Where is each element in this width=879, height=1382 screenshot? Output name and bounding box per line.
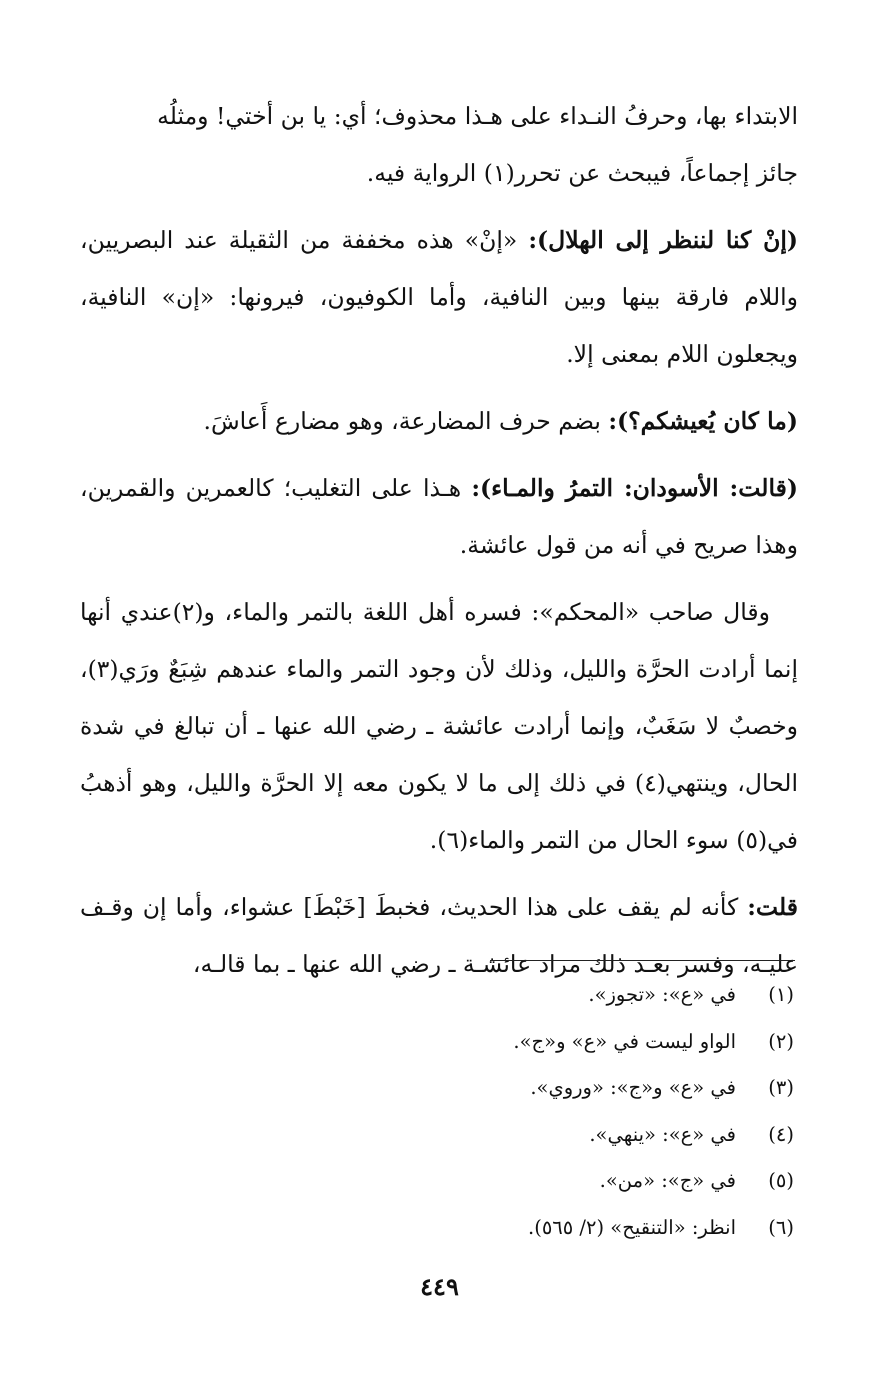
footnote-number: (٥) <box>768 1169 794 1192</box>
footnote-text: في «ع»: «تجوز». <box>588 983 736 1006</box>
page-number: ٤٤٩ <box>420 1272 459 1301</box>
footnote-text: في «ع» و«ج»: «وروي». <box>530 1076 736 1099</box>
paragraph-3-heading: (ما كان يُعيشكم؟): <box>608 407 798 435</box>
footnote-item <box>80 1158 794 1205</box>
footnote-number: (٦) <box>768 1215 794 1239</box>
footnote-item <box>80 972 794 1019</box>
footnote-item <box>80 1065 794 1112</box>
paragraph-2-heading: (إنْ كنا لننظر إلى الهلال): <box>528 226 798 254</box>
footnote-text: في «ج»: «من». <box>599 1169 736 1192</box>
footnotes <box>80 972 794 1251</box>
footnote-separator <box>490 960 795 961</box>
paragraph-4 <box>80 460 798 574</box>
paragraph-4-heading: (قالت: الأسودان: التمرُ والمـاء): <box>471 474 798 502</box>
footnote-item <box>80 1019 794 1066</box>
footnote-text: انظر: «التنقيح» (٢/ ٥٦٥). <box>528 1215 736 1239</box>
footnote-text: في «ع»: «ينهي». <box>589 1122 736 1146</box>
paragraph-2-text: «إنْ» هذه مخففة من الثقيلة عند البصريين، واللام فارقة بينها وبين النافية، وأما الكوفيون، فيرونها: «إن» النافية، ويجعلون اللام بمعنى إلا. <box>80 226 798 368</box>
footnote-number: (٣) <box>768 1076 794 1099</box>
footnote-item <box>80 1205 794 1252</box>
paragraph-3 <box>80 393 798 450</box>
footnote-text: الواو ليست في «ع» و«ج». <box>513 1029 736 1053</box>
footnote-number: (١) <box>768 983 794 1006</box>
paragraph-5-text: وقال صاحب «المحكم»: فسره أهل اللغة بالتمر والماء، و(٢)عندي أنها إنما أرادت الحرَّة والليل، وذلك لأن وجود التمر والماء عندهم شِبَعٌ ورَي(٣)، وخصبٌ لا سَغَبٌ، وإنما أرادت عائشة ـ رضي الله عنها ـ أن تبالغ في شدة الحال، وينتهي(٤) في ذلك إلى ما لا يكون معه إلا الحرَّة والليل، وهو أذهبُ في(٥) سوء الحال من التمر والماء(٦). <box>80 598 798 854</box>
paragraph-3-text: بضم حرف المضارعة، وهو مضارع أَعاشَ. <box>203 407 609 435</box>
paragraph-5 <box>80 584 798 869</box>
paragraph-4-text: هـذا على التغليب؛ كالعمرين والقمرين، وهذا صريح في أنه من قول عائشة. <box>80 474 798 559</box>
paragraph-6-heading: قلت: <box>747 893 798 921</box>
paragraph-1-line-2: جائز إجماعاً، فيبحث عن تحرر(١) الرواية فيه. <box>366 159 798 187</box>
page-body <box>80 88 798 1003</box>
paragraph-2 <box>80 212 798 383</box>
paragraph-1-line-1: الابتداء بها، وحرفُ النـداء على هـذا محذوف؛ أي: يا بن أختي! ومثلُه <box>157 102 798 130</box>
footnote-item <box>80 1112 794 1159</box>
paragraph-1 <box>80 88 798 202</box>
paragraph-6-text: كأنه لم يقف على هذا الحديث، فخبطَ [خَبْطَ] عشواء، وأما إن وقـف عليـه، وفسر بعـد ذلك مراد عائشـة ـ رضي الله عنها ـ بما قالـه، <box>80 893 798 978</box>
footnote-number: (٢) <box>768 1029 794 1053</box>
footnote-number: (٤) <box>768 1122 794 1146</box>
